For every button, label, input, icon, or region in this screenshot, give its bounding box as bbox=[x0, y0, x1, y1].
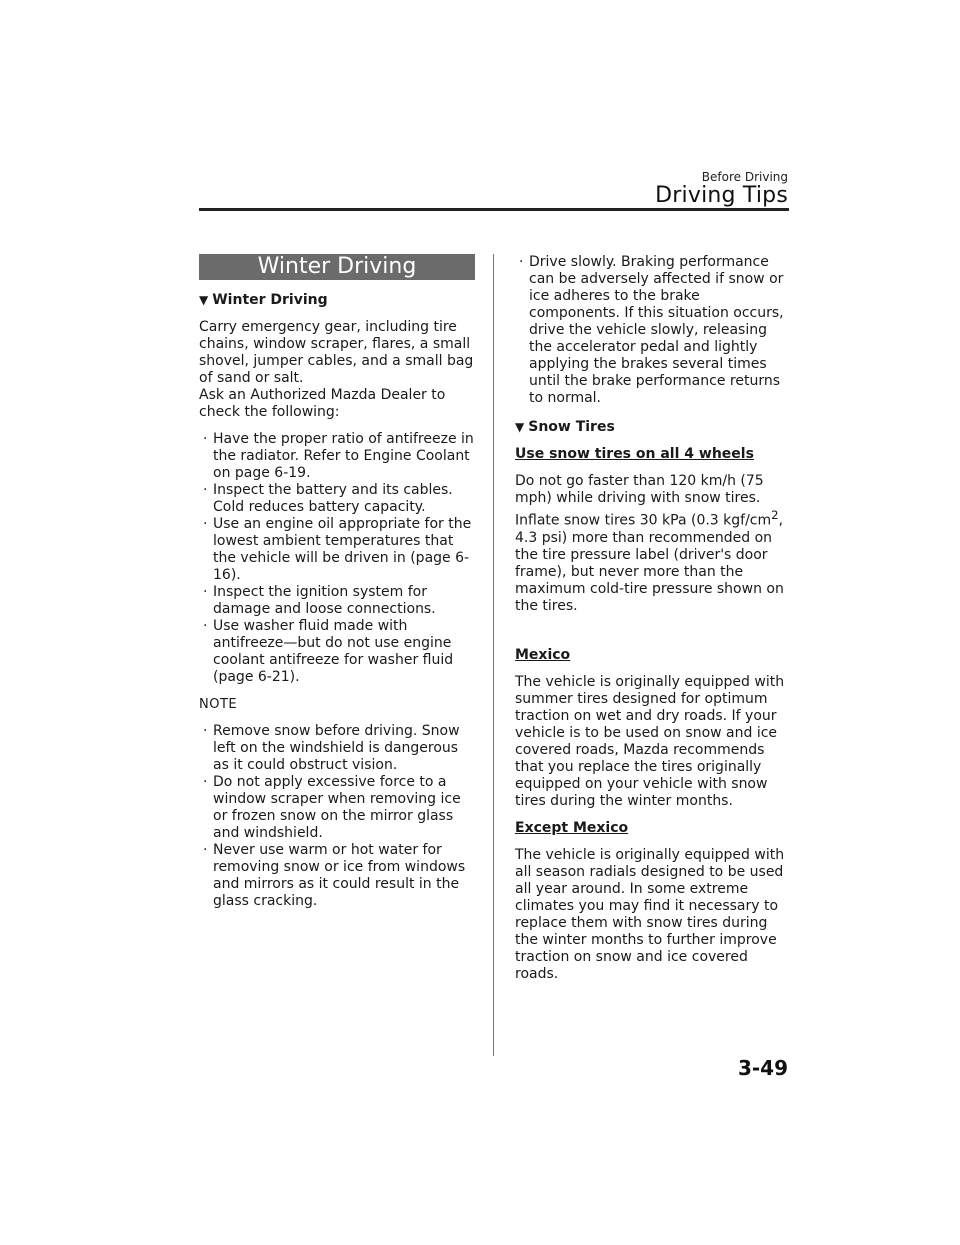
list-item: · Never use warm or hot water for removing snow or ice from windows and mirrors as it could result in the glass cracking. bbox=[203, 842, 466, 909]
mexico-heading: Mexico bbox=[515, 646, 571, 663]
snow-heading: Use snow tires on all 4 wheels bbox=[515, 446, 754, 462]
bullet-icon: · bbox=[203, 774, 208, 790]
bullet-icon: · bbox=[203, 431, 208, 447]
page-number: 3-49 bbox=[737, 1056, 788, 1080]
except-mexico-text: The vehicle is originally equipped with all season radials designed to be used all year around. In some extreme climates you may find it necessary to replace them with snow tires during the winter months to further improve traction on snow and ice covered roads. bbox=[515, 846, 785, 982]
section-label: Before Driving bbox=[701, 170, 788, 184]
list-item: · Drive slowly. Braking performance can be adversely affected if snow or ice adheres to the brake components. If this situation occurs, drive the vehicle slowly, releasing the accelerator pedal and lightly applying the brakes several times until the brake performance returns to normal. bbox=[519, 254, 784, 406]
list-item: · Remove snow before driving. Snow left on the windshield is dangerous as it could obstruct vision. bbox=[203, 723, 460, 773]
mexico-text: The vehicle is originally equipped with summer tires designed for optimum traction on wet and dry roads. If your vehicle is to be used on snow and ice covered roads, Mazda recommends that you replace the tires originally equipped on your vehicle with snow tires during the winter months. bbox=[515, 673, 785, 809]
snow-text: Do not go faster than 120 km/h (75 mph) while driving with snow tires. Inflate snow tires 30 kPa (0.3 kgf/$cm^2$, 4.3 psi) more than recommended on the tire pressure label (driver's door frame), but never more than the maximum cold-tire pressure shown on the tires. bbox=[515, 473, 784, 614]
list-item: · Have the proper ratio of antifreeze in the radiator. Refer to Engine Coolant on page 6-19. bbox=[203, 431, 474, 481]
bullet-icon: · bbox=[203, 584, 208, 600]
header-rule bbox=[199, 208, 789, 211]
list-item: · Inspect the battery and its cables. Cold reduces battery capacity. bbox=[203, 482, 453, 515]
triangle-down-icon: ▼ bbox=[515, 420, 525, 434]
left-column bbox=[199, 254, 475, 920]
note-label: NOTE bbox=[199, 697, 238, 712]
except-mexico-heading: Except Mexico bbox=[515, 819, 629, 836]
drive-list bbox=[515, 254, 791, 407]
right-column bbox=[515, 254, 791, 993]
list-item: · Use an engine oil appropriate for the lowest ambient temperatures that the vehicle will be driven in (page 6-16). bbox=[203, 516, 472, 583]
subheading-snow-tires: ▼ Snow Tires bbox=[515, 419, 615, 435]
intro-text: Carry emergency gear, including tire chains, window scraper, flares, a small shovel, jumper cables, and a small bag of sand or salt. bbox=[199, 319, 474, 386]
subheading-winter-driving: ▼ Winter Driving bbox=[199, 292, 328, 308]
bullet-icon: · bbox=[203, 516, 208, 532]
list-item: · Use washer fluid made with antifreeze—but do not use engine coolant antifreeze for washer fluid (page 6-21). bbox=[203, 618, 454, 685]
triangle-down-icon: ▼ bbox=[199, 293, 209, 307]
bullet-icon: · bbox=[203, 618, 208, 634]
section-banner: Winter Driving bbox=[199, 254, 475, 280]
note-list bbox=[199, 723, 475, 910]
column-divider bbox=[493, 254, 494, 1056]
bullet-icon: · bbox=[203, 482, 208, 498]
checklist bbox=[199, 431, 475, 686]
chapter-title: Driving Tips bbox=[655, 183, 788, 208]
intro-text-2: Ask an Authorized Mazda Dealer to check the following: bbox=[199, 387, 446, 420]
list-item: · Inspect the ignition system for damage and loose connections. bbox=[203, 584, 436, 617]
bullet-icon: · bbox=[519, 254, 524, 270]
bullet-icon: · bbox=[203, 842, 208, 858]
bullet-icon: · bbox=[203, 723, 208, 739]
list-item: · Do not apply excessive force to a window scraper when removing ice or frozen snow on the mirror glass and windshield. bbox=[203, 774, 461, 841]
